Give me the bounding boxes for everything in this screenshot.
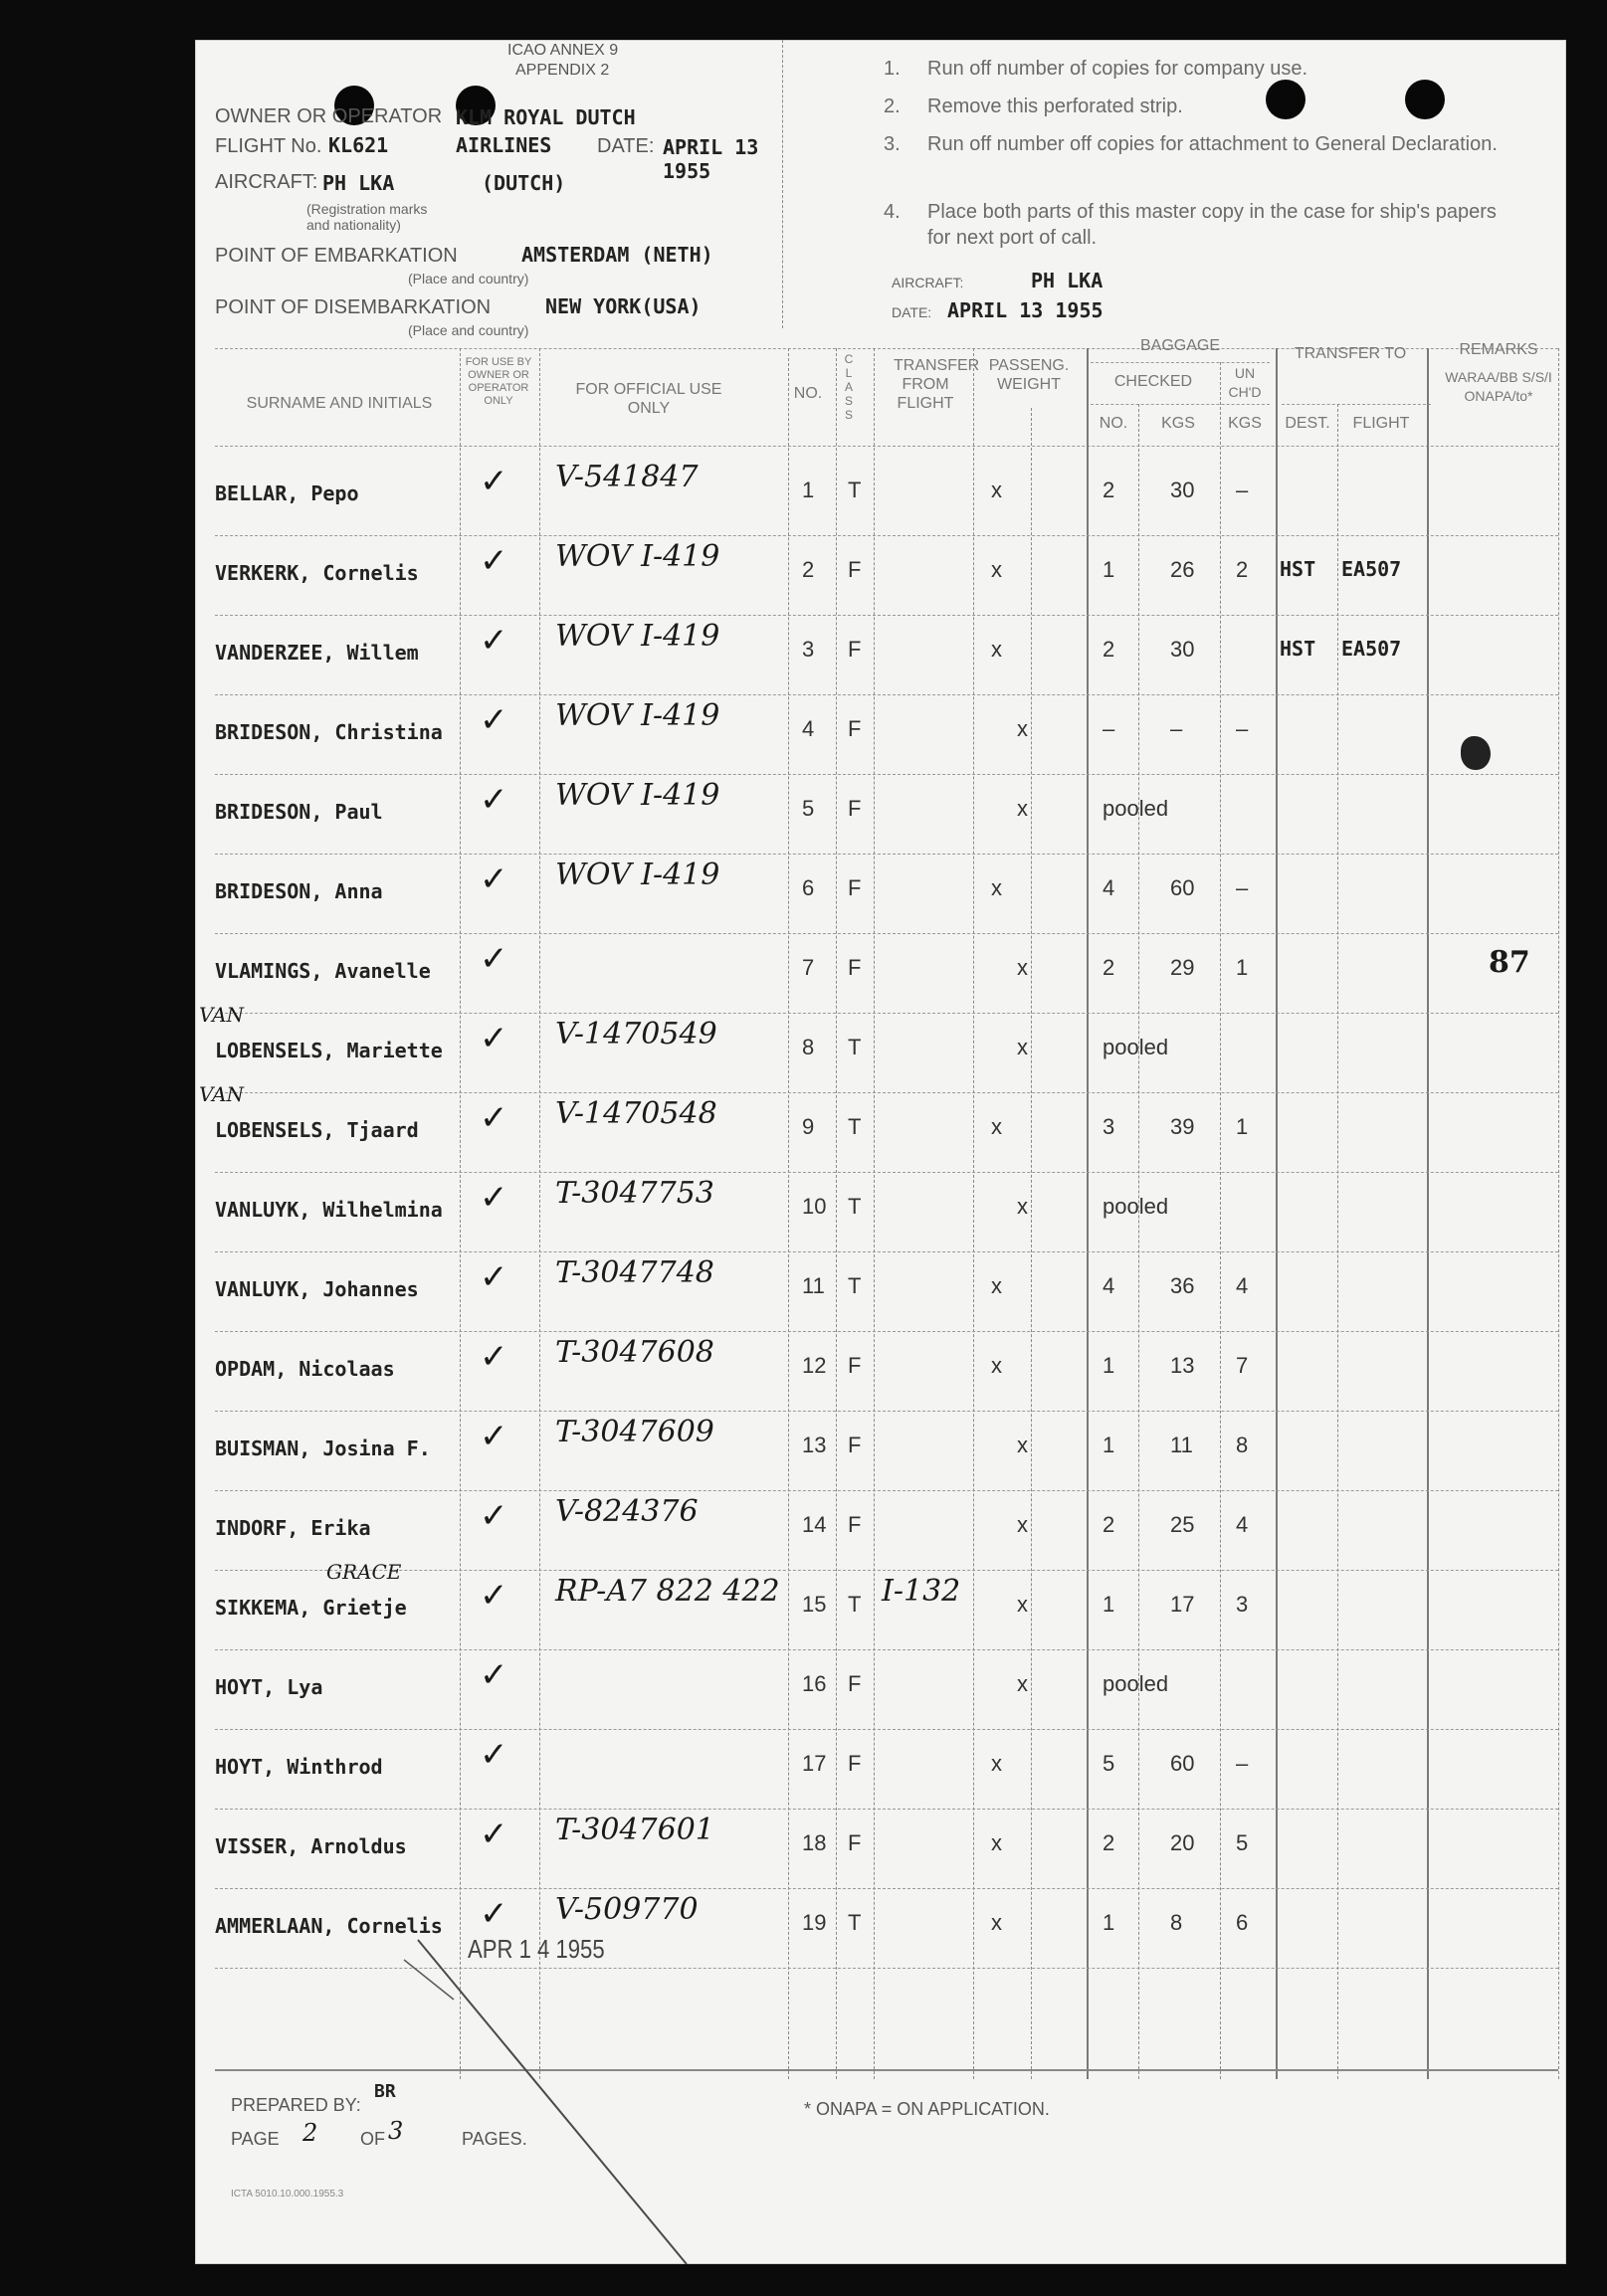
passenger-name: VANLUYK, Wilhelmina (215, 1198, 443, 1222)
check-mark-icon: ✓ (480, 621, 508, 661)
weight-mark: x (991, 1273, 1002, 1298)
transfer-flight: EA507 (1341, 637, 1402, 661)
official-use-number: T-3047608 (555, 1335, 714, 1370)
passenger-name: LOBENSELS, Mariette (215, 1039, 443, 1062)
unchecked-kgs: 7 (1236, 1353, 1249, 1378)
class-code: T (848, 1273, 862, 1298)
row-number: 9 (802, 1114, 815, 1139)
passenger-name: VISSER, Arnoldus (215, 1834, 407, 1858)
baggage-count: 5 (1103, 1751, 1115, 1776)
baggage-kgs: 60 (1170, 1751, 1195, 1776)
official-use-number: V-509770 (555, 1892, 699, 1927)
baggage-count: 4 (1103, 1273, 1115, 1298)
check-mark-icon: ✓ (480, 780, 508, 820)
check-mark-icon: ✓ (480, 1735, 508, 1775)
passenger-name: HOYT, Winthrod (215, 1755, 383, 1779)
baggage-count: – (1103, 716, 1115, 741)
class-code: F (848, 1830, 862, 1855)
row-number: 5 (802, 796, 815, 821)
class-code: F (848, 1353, 862, 1378)
disembarkation-note: (Place and country) (408, 322, 529, 338)
ink-blot (1461, 736, 1491, 770)
baggage-count: 2 (1103, 1830, 1115, 1855)
baggage-count: 3 (1103, 1114, 1115, 1139)
baggage-kgs: 25 (1170, 1512, 1195, 1537)
baggage-count: 1 (1103, 557, 1115, 582)
header-class: CLASS (844, 352, 854, 422)
check-mark-icon: ✓ (480, 1417, 508, 1456)
pages-label: PAGES. (462, 2129, 527, 2149)
appendix-label: APPENDIX 2 (515, 62, 610, 79)
weight-mark: x (1017, 716, 1028, 741)
row-number: 13 (802, 1433, 827, 1457)
passenger-name: SIKKEMA, Grietje (215, 1596, 407, 1620)
aircraft-value: PH LKA (322, 171, 395, 195)
baggage-count: pooled (1103, 1035, 1169, 1059)
passenger-name: BRIDESON, Anna (215, 879, 383, 903)
baggage-kgs: 39 (1170, 1114, 1195, 1139)
aircraft-box-date: APRIL 13 1955 (947, 298, 1104, 322)
check-mark-icon: ✓ (480, 1019, 508, 1058)
row-number: 10 (802, 1194, 827, 1219)
row-number: 17 (802, 1751, 827, 1776)
aircraft-box-label: AIRCRAFT: (892, 275, 964, 290)
aircraft-nationality: (DUTCH) (482, 171, 566, 195)
prepared-by-value: BR (374, 2081, 396, 2102)
instruction-text: Run off number of copies for company use. (927, 58, 1308, 80)
baggage-count: 1 (1103, 1433, 1115, 1457)
class-code: T (848, 478, 862, 502)
header-remarks: REMARKS (1459, 341, 1538, 358)
baggage-kgs: 8 (1170, 1910, 1183, 1935)
check-mark-icon: ✓ (480, 462, 508, 501)
weight-mark: x (1017, 1035, 1028, 1059)
class-code: T (848, 1035, 862, 1059)
page-label: PAGE (231, 2129, 280, 2149)
header-flight: FLIGHT (1352, 415, 1410, 432)
official-use-number: T-3047753 (555, 1176, 714, 1211)
official-use-number: V-541847 (555, 460, 699, 494)
row-number: 18 (802, 1830, 827, 1855)
transfer-from-flight: I-132 (882, 1574, 961, 1609)
baggage-count: 1 (1103, 1353, 1115, 1378)
class-code: F (848, 1751, 862, 1776)
header-baggage: BAGGAGE (1139, 337, 1221, 354)
baggage-count: 1 (1103, 1592, 1115, 1617)
flight-label: FLIGHT No. (215, 135, 322, 157)
manifest-sheet (195, 40, 1566, 2264)
unchecked-kgs: 2 (1236, 557, 1249, 582)
weight-mark: x (991, 478, 1002, 502)
row-number: 12 (802, 1353, 827, 1378)
weight-mark: x (1017, 1671, 1028, 1696)
class-code: F (848, 716, 862, 741)
of-label: OF (360, 2129, 385, 2149)
registration-note: (Registration marks (306, 201, 428, 217)
official-use-number: WOV I-419 (555, 698, 720, 733)
baggage-count: 2 (1103, 637, 1115, 662)
passenger-name: INDORF, Erika (215, 1516, 371, 1540)
class-code: T (848, 1194, 862, 1219)
baggage-count: 2 (1103, 955, 1115, 980)
header-surname: SURNAME AND INITIALS (246, 395, 433, 412)
class-code: F (848, 1512, 862, 1537)
date-label: DATE: (597, 135, 655, 157)
header-remarks-sub: WARAA/BB S/S/I ONAPA/to* (1445, 369, 1552, 404)
passenger-name: AMMERLAAN, Cornelis (215, 1914, 443, 1938)
passenger-name: VERKERK, Cornelis (215, 561, 419, 585)
official-use-number: WOV I-419 (555, 778, 720, 813)
baggage-kgs: 26 (1170, 557, 1195, 582)
baggage-kgs: 29 (1170, 955, 1195, 980)
embarkation-label: POINT OF EMBARKATION (215, 245, 458, 267)
class-code: F (848, 557, 862, 582)
name-prefix-annotation: VAN (199, 1082, 245, 1106)
official-use-number: T-3047609 (555, 1415, 714, 1449)
baggage-kgs: 20 (1170, 1830, 1195, 1855)
transfer-flight: EA507 (1341, 557, 1402, 581)
official-use-number: T-3047601 (555, 1813, 714, 1847)
unchecked-kgs: 4 (1236, 1512, 1249, 1537)
weight-mark: x (991, 637, 1002, 662)
weight-mark: x (1017, 1592, 1028, 1617)
baggage-count: 2 (1103, 478, 1115, 502)
total-pages: 3 (388, 2117, 404, 2145)
check-mark-icon: ✓ (480, 1815, 508, 1854)
check-mark-icon: ✓ (480, 1655, 508, 1695)
check-mark-icon: ✓ (480, 700, 508, 740)
weight-mark: x (1017, 955, 1028, 980)
header-no: NO. (793, 385, 823, 402)
row-number: 15 (802, 1592, 827, 1617)
header-unchd-kgs: KGS (1228, 415, 1262, 432)
passenger-name: BRIDESON, Paul (215, 800, 383, 824)
class-code: F (848, 875, 862, 900)
baggage-count: 2 (1103, 1512, 1115, 1537)
baggage-count: 4 (1103, 875, 1115, 900)
header-checked: CHECKED (1113, 373, 1193, 390)
official-use-number: WOV I-419 (555, 858, 720, 892)
baggage-count: pooled (1103, 796, 1169, 821)
weight-mark: x (991, 1830, 1002, 1855)
class-code: T (848, 1910, 862, 1935)
row-number: 11 (802, 1273, 825, 1298)
unchecked-kgs: 1 (1236, 955, 1249, 980)
row-number: 3 (802, 637, 815, 662)
instruction-number: 2. (884, 96, 901, 117)
row-number: 6 (802, 875, 815, 900)
transfer-destination: HST (1280, 637, 1316, 661)
flight-value: KL621 (328, 133, 389, 157)
check-mark-icon: ✓ (480, 1576, 508, 1616)
check-mark-icon: ✓ (480, 1257, 508, 1297)
name-prefix-annotation: GRACE (326, 1560, 402, 1584)
weight-mark: x (991, 875, 1002, 900)
owner-value: KLM ROYAL DUTCH AIRLINES (456, 105, 636, 157)
check-mark-icon: ✓ (480, 939, 508, 979)
transfer-destination: HST (1280, 557, 1316, 581)
check-mark-icon: ✓ (480, 1496, 508, 1536)
disembarkation-value: NEW YORK(USA) (545, 294, 702, 318)
header-transfer-from: TRANSFER FROM FLIGHT (894, 357, 980, 412)
baggage-kgs: 30 (1170, 637, 1195, 662)
embarkation-note: (Place and country) (408, 271, 529, 287)
instruction-number: 4. (884, 201, 901, 223)
name-prefix-annotation: VAN (199, 1003, 245, 1027)
header-bag-no: NO. (1099, 415, 1128, 432)
unchecked-kgs: 1 (1236, 1114, 1249, 1139)
official-use-number: V-1470548 (555, 1096, 717, 1131)
baggage-kgs: 11 (1170, 1433, 1193, 1457)
official-use-number: WOV I-419 (555, 619, 720, 654)
weight-mark: x (991, 557, 1002, 582)
instruction-number: 3. (884, 133, 901, 155)
row-number: 7 (802, 955, 815, 980)
header-official: FOR OFFICIAL USE ONLY (575, 381, 722, 417)
check-mark-icon: ✓ (480, 1178, 508, 1218)
row-number: 1 (802, 478, 815, 502)
embarkation-value: AMSTERDAM (NETH) (521, 243, 713, 267)
unchecked-kgs: – (1236, 478, 1249, 502)
instruction-text: Remove this perforated strip. (927, 96, 1183, 117)
unchecked-kgs: – (1236, 716, 1249, 741)
aircraft-box-value: PH LKA (1031, 269, 1104, 292)
unchecked-kgs: 3 (1236, 1592, 1249, 1617)
class-code: F (848, 955, 862, 980)
aircraft-box-date-label: DATE: (892, 304, 932, 320)
check-mark-icon: ✓ (480, 541, 508, 581)
page-number: 2 (302, 2119, 318, 2147)
row-number: 2 (802, 557, 815, 582)
registration-note: and nationality) (306, 217, 401, 233)
passenger-name: BELLAR, Pepo (215, 481, 359, 505)
disembarkation-label: POINT OF DISEMBARKATION (215, 296, 492, 318)
check-mark-icon: ✓ (480, 1337, 508, 1377)
official-use-number: WOV I-419 (555, 539, 720, 574)
official-use-number: T-3047748 (555, 1255, 714, 1290)
passenger-name: OPDAM, Nicolaas (215, 1357, 395, 1381)
row-number: 19 (802, 1910, 827, 1935)
weight-mark: x (1017, 1194, 1028, 1219)
baggage-count: pooled (1103, 1194, 1169, 1219)
weight-mark: x (1017, 796, 1028, 821)
passenger-name: VANLUYK, Johannes (215, 1277, 419, 1301)
unchecked-kgs: 8 (1236, 1433, 1249, 1457)
unchecked-kgs: – (1236, 1751, 1249, 1776)
baggage-kgs: 30 (1170, 478, 1195, 502)
class-code: F (848, 637, 862, 662)
row-number: 14 (802, 1512, 827, 1537)
passenger-name: LOBENSELS, Tjaard (215, 1118, 419, 1142)
owner-label: OWNER OR OPERATOR (215, 105, 443, 127)
header-bag-kgs: KGS (1161, 415, 1195, 432)
class-code: F (848, 796, 862, 821)
instruction-text: Run off number off copies for attachment to General Declaration. (927, 133, 1498, 155)
row-number: 16 (802, 1671, 827, 1696)
weight-mark: x (991, 1910, 1002, 1935)
baggage-count: pooled (1103, 1671, 1169, 1696)
date-value: APRIL 13 1955 (663, 135, 759, 183)
check-mark-icon: ✓ (480, 1098, 508, 1138)
header-passeng-weight: PASSENG. WEIGHT (988, 357, 1070, 393)
official-use-number: V-824376 (555, 1494, 699, 1529)
header-unchd: UN CH'D (1228, 365, 1262, 400)
pencil-stroke (195, 40, 1566, 2264)
baggage-kgs: 13 (1170, 1353, 1195, 1378)
official-use-number: V-1470549 (555, 1017, 717, 1052)
weight-mark: x (991, 1114, 1002, 1139)
baggage-kgs: 17 (1170, 1592, 1195, 1617)
baggage-kgs: – (1170, 716, 1183, 741)
unchecked-kgs: – (1236, 875, 1249, 900)
header-transfer-to: TRANSFER TO (1294, 345, 1407, 362)
header-for-use: FOR USE BY OWNER OR OPERATOR ONLY (465, 356, 532, 407)
aircraft-label: AIRCRAFT: (215, 171, 318, 193)
unchecked-kgs: 5 (1236, 1830, 1249, 1855)
passenger-name: VLAMINGS, Avanelle (215, 959, 431, 983)
row-number: 8 (802, 1035, 815, 1059)
row-number: 4 (802, 716, 815, 741)
passenger-name: BRIDESON, Christina (215, 720, 443, 744)
passenger-name: HOYT, Lya (215, 1675, 323, 1699)
passenger-name: VANDERZEE, Willem (215, 641, 419, 665)
header-dest: DEST. (1285, 415, 1330, 432)
weight-mark: x (991, 1353, 1002, 1378)
onapa-note: * ONAPA = ON APPLICATION. (804, 2099, 1050, 2119)
class-code: F (848, 1671, 862, 1696)
date-stamp: APR 1 4 1955 (468, 1934, 605, 1964)
passenger-name: BUISMAN, Josina F. (215, 1436, 431, 1460)
print-code: ICTA 5010.10.000.1955.3 (231, 2189, 344, 2200)
unchecked-kgs: 4 (1236, 1273, 1249, 1298)
official-use-number: RP-A7 822 422 (555, 1574, 780, 1609)
weight-mark: x (1017, 1512, 1028, 1537)
instruction-text: Place both parts of this master copy in the case for ship's papers for next port of call. (927, 201, 1497, 249)
instruction-number: 1. (884, 58, 901, 80)
class-code: T (848, 1114, 862, 1139)
class-code: T (848, 1592, 862, 1617)
baggage-count: 1 (1103, 1910, 1115, 1935)
unchecked-kgs: 6 (1236, 1910, 1249, 1935)
weight-mark: x (991, 1751, 1002, 1776)
prepared-by-label: PREPARED BY: (231, 2095, 361, 2115)
check-mark-icon: ✓ (480, 860, 508, 899)
baggage-kgs: 36 (1170, 1273, 1195, 1298)
class-code: F (848, 1433, 862, 1457)
baggage-kgs: 60 (1170, 875, 1195, 900)
check-mark-icon: ✓ (480, 1894, 508, 1934)
remarks-value: 87 (1489, 945, 1530, 980)
weight-mark: x (1017, 1433, 1028, 1457)
annex-label: ICAO ANNEX 9 (507, 42, 619, 59)
